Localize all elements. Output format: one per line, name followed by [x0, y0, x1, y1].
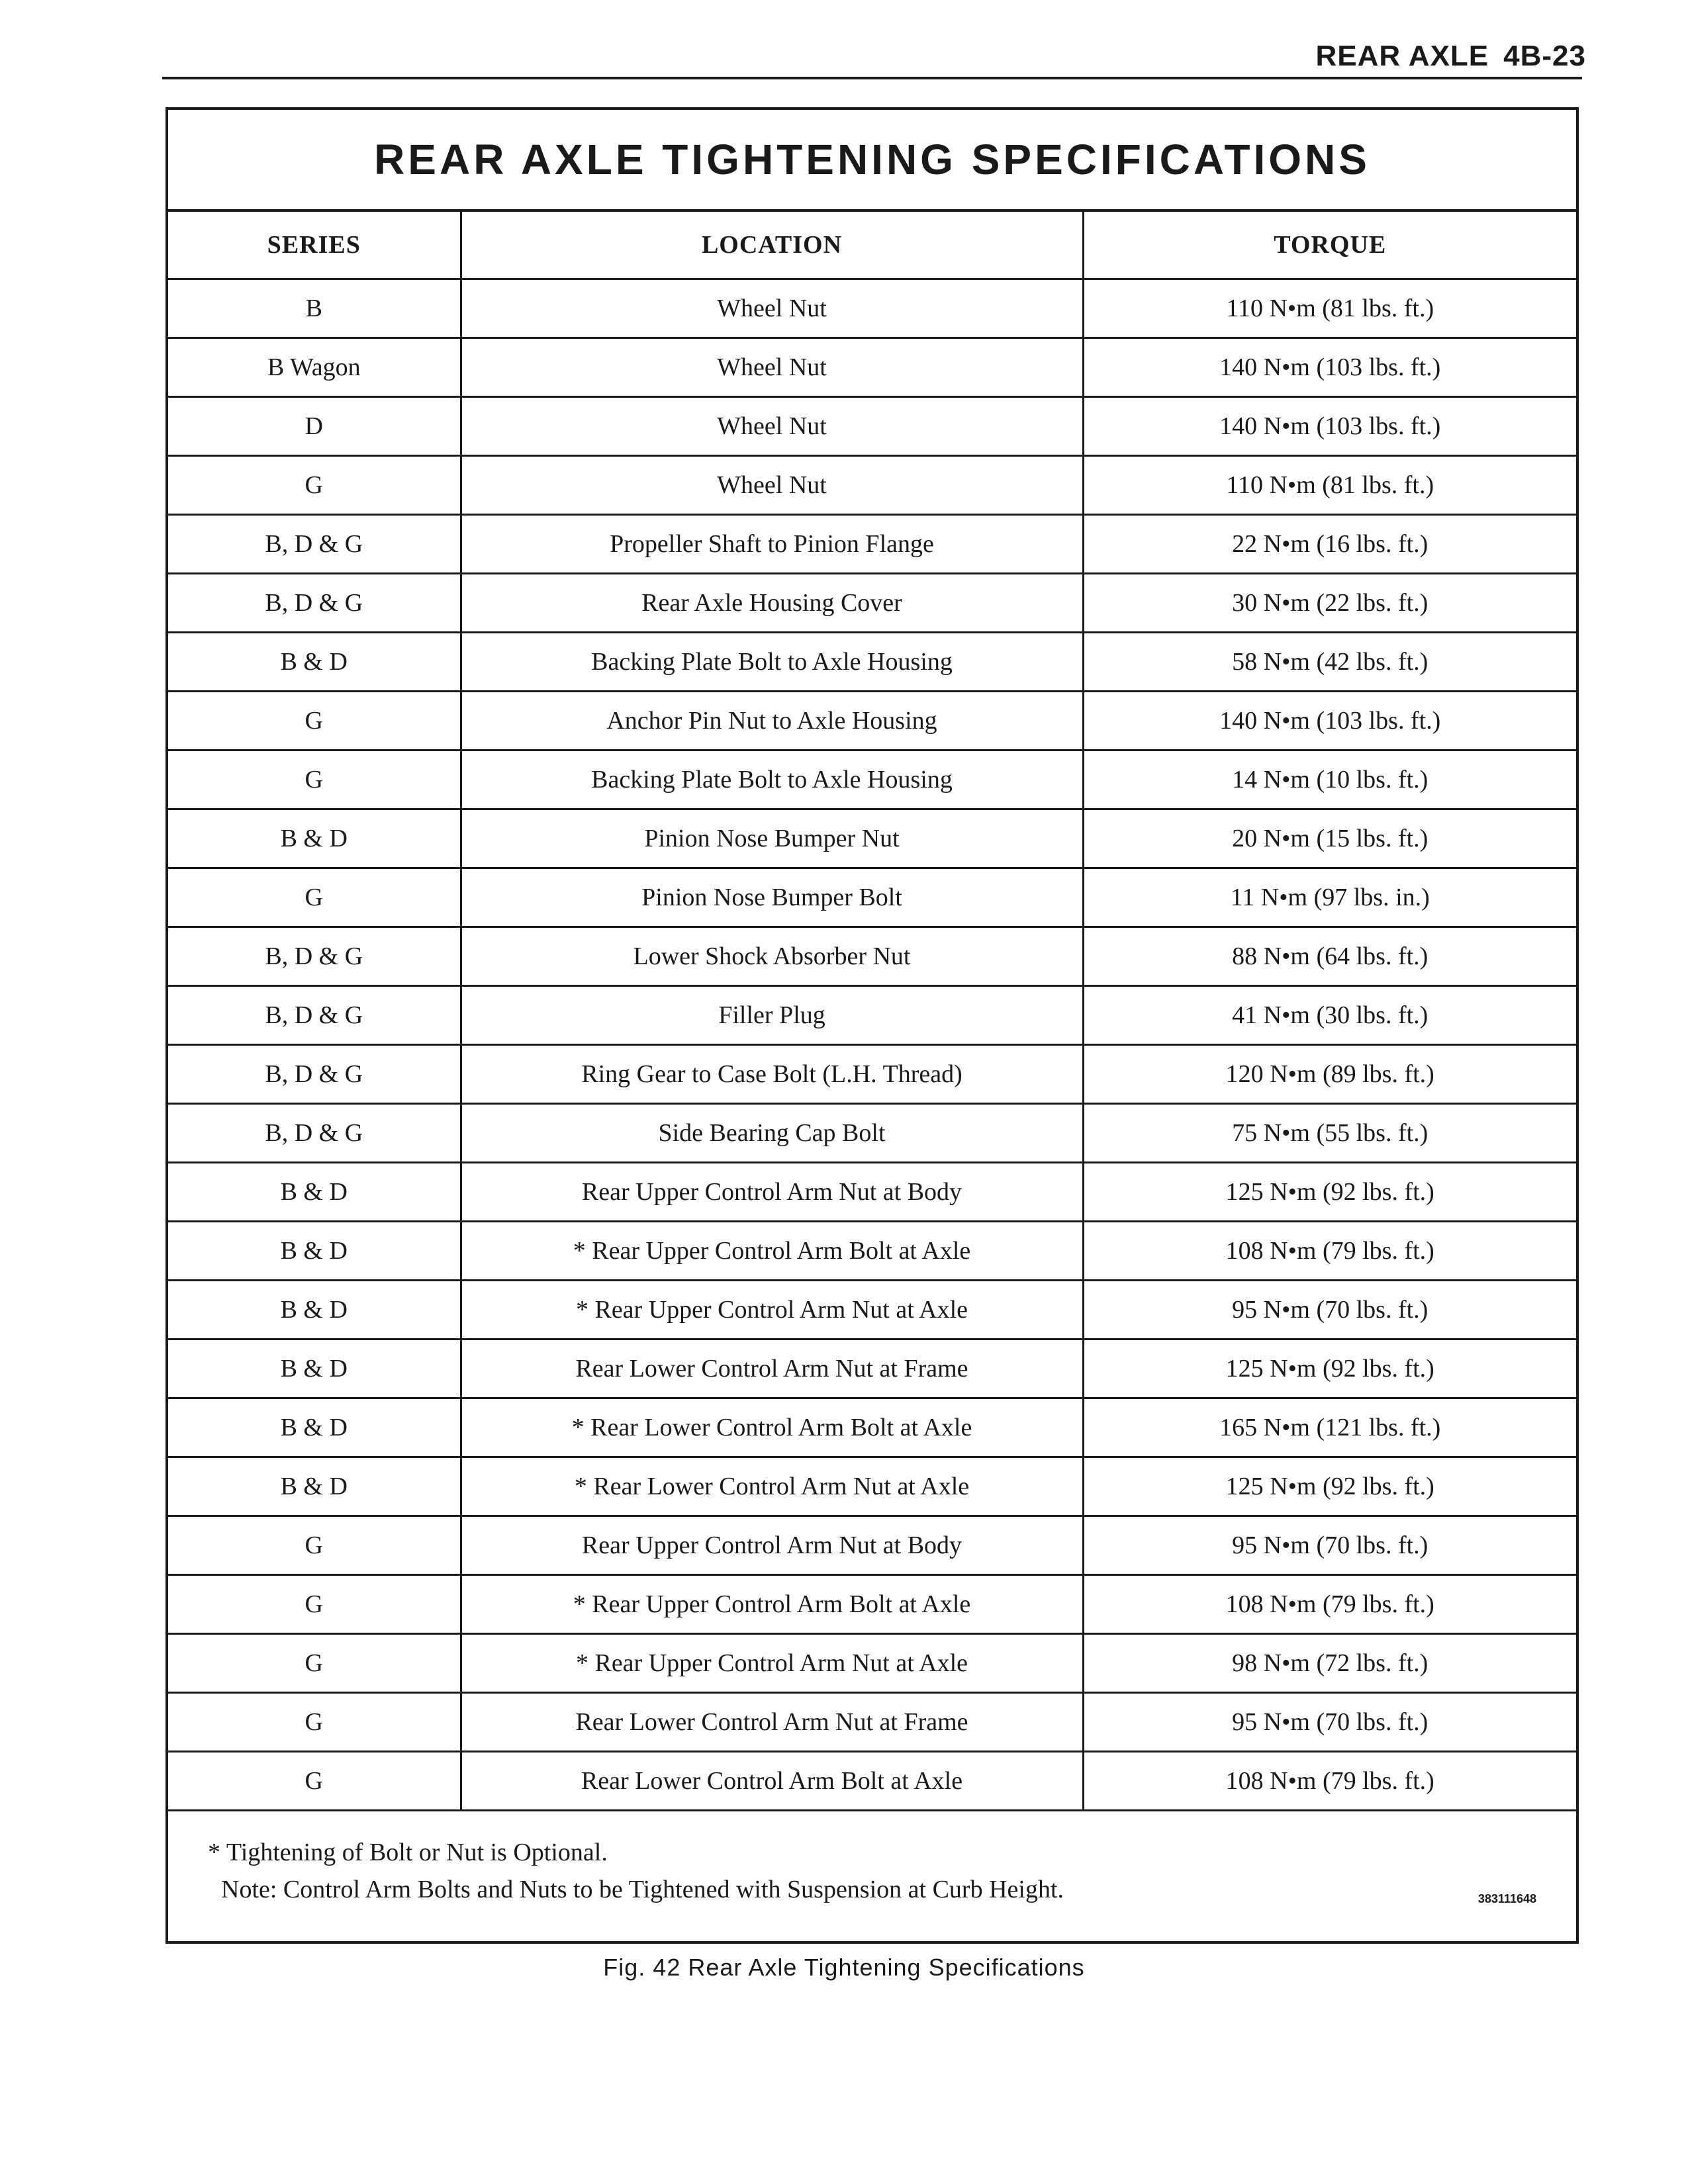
- cell-series: B, D & G: [168, 1104, 461, 1163]
- figure-caption: Fig. 42 Rear Axle Tightening Specifications: [603, 1954, 1085, 1981]
- cell-series: G: [168, 1752, 461, 1811]
- cell-series: B, D & G: [168, 574, 461, 633]
- cell-location: Rear Lower Control Arm Nut at Frame: [461, 1693, 1083, 1752]
- table-row: [168, 1281, 1576, 1340]
- cell-location: Propeller Shaft to Pinion Flange: [461, 515, 1083, 574]
- cell-location: Side Bearing Cap Bolt: [461, 1104, 1083, 1163]
- cell-location: Ring Gear to Case Bolt (L.H. Thread): [461, 1045, 1083, 1104]
- table-header-row: [168, 212, 1576, 279]
- cell-torque: 110 N•m (81 lbs. ft.): [1083, 456, 1576, 515]
- cell-location: Rear Upper Control Arm Nut at Body: [461, 1516, 1083, 1575]
- cell-series: B, D & G: [168, 986, 461, 1045]
- cell-location: * Rear Upper Control Arm Bolt at Axle: [461, 1575, 1083, 1634]
- cell-torque: 75 N•m (55 lbs. ft.): [1083, 1104, 1576, 1163]
- cell-series: G: [168, 456, 461, 515]
- cell-location: * Rear Upper Control Arm Nut at Axle: [461, 1281, 1083, 1340]
- cell-series: G: [168, 868, 461, 927]
- cell-location: Rear Upper Control Arm Nut at Body: [461, 1163, 1083, 1222]
- table-row: [168, 515, 1576, 574]
- cell-location: Wheel Nut: [461, 397, 1083, 456]
- cell-series: B & D: [168, 1281, 461, 1340]
- cell-location: * Rear Lower Control Arm Nut at Axle: [461, 1457, 1083, 1516]
- column-header-series: SERIES: [168, 212, 461, 279]
- cell-location: * Rear Lower Control Arm Bolt at Axle: [461, 1398, 1083, 1457]
- cell-torque: 165 N•m (121 lbs. ft.): [1083, 1398, 1576, 1457]
- page-header: [1316, 38, 1586, 73]
- cell-location: Pinion Nose Bumper Bolt: [461, 868, 1083, 927]
- table-row: [168, 1575, 1576, 1634]
- table-row: [168, 456, 1576, 515]
- table-row: [168, 927, 1576, 986]
- column-header-location: LOCATION: [461, 212, 1083, 279]
- cell-torque: 95 N•m (70 lbs. ft.): [1083, 1516, 1576, 1575]
- cell-series: D: [168, 397, 461, 456]
- table-row: [168, 986, 1576, 1045]
- cell-torque: 20 N•m (15 lbs. ft.): [1083, 809, 1576, 868]
- cell-series: B & D: [168, 633, 461, 692]
- table-row: [168, 574, 1576, 633]
- cell-torque: 140 N•m (103 lbs. ft.): [1083, 397, 1576, 456]
- table-row: [168, 279, 1576, 338]
- table-row: [168, 1398, 1576, 1457]
- cell-location: Lower Shock Absorber Nut: [461, 927, 1083, 986]
- table-row: [168, 1340, 1576, 1398]
- table-row: [168, 868, 1576, 927]
- page-number: 4B-23: [1503, 40, 1586, 72]
- cell-torque: 95 N•m (70 lbs. ft.): [1083, 1281, 1576, 1340]
- cell-series: B & D: [168, 1340, 461, 1398]
- cell-torque: 30 N•m (22 lbs. ft.): [1083, 574, 1576, 633]
- cell-series: B & D: [168, 1163, 461, 1222]
- cell-series: G: [168, 1516, 461, 1575]
- reference-code: 383111648: [1477, 1892, 1536, 1905]
- cell-series: G: [168, 1693, 461, 1752]
- table-row: [168, 751, 1576, 809]
- cell-series: B & D: [168, 809, 461, 868]
- cell-location: Backing Plate Bolt to Axle Housing: [461, 633, 1083, 692]
- cell-torque: 22 N•m (16 lbs. ft.): [1083, 515, 1576, 574]
- cell-series: B & D: [168, 1398, 461, 1457]
- table-row: [168, 1693, 1576, 1752]
- footnote-optional: * Tightening of Bolt or Nut is Optional.: [208, 1839, 608, 1866]
- cell-torque: 41 N•m (30 lbs. ft.): [1083, 986, 1576, 1045]
- footnote-note: Note: Control Arm Bolts and Nuts to be Tightened with Suspension at Curb Height.: [221, 1876, 1064, 1903]
- cell-series: G: [168, 692, 461, 751]
- table-row: [168, 1163, 1576, 1222]
- cell-location: Rear Lower Control Arm Nut at Frame: [461, 1340, 1083, 1398]
- table-row: [168, 1752, 1576, 1811]
- table-row: [168, 1516, 1576, 1575]
- cell-series: B & D: [168, 1457, 461, 1516]
- cell-torque: 125 N•m (92 lbs. ft.): [1083, 1457, 1576, 1516]
- cell-series: G: [168, 751, 461, 809]
- table-row: [168, 1457, 1576, 1516]
- table-row: [168, 397, 1576, 456]
- table-row: [168, 633, 1576, 692]
- cell-location: Backing Plate Bolt to Axle Housing: [461, 751, 1083, 809]
- cell-location: Pinion Nose Bumper Nut: [461, 809, 1083, 868]
- cell-series: B: [168, 279, 461, 338]
- cell-location: Anchor Pin Nut to Axle Housing: [461, 692, 1083, 751]
- cell-location: Rear Lower Control Arm Bolt at Axle: [461, 1752, 1083, 1811]
- cell-torque: 140 N•m (103 lbs. ft.): [1083, 338, 1576, 397]
- column-header-torque: TORQUE: [1083, 212, 1576, 279]
- spec-table-frame: [165, 107, 1579, 1944]
- table-row: [168, 809, 1576, 868]
- cell-torque: 108 N•m (79 lbs. ft.): [1083, 1222, 1576, 1281]
- spec-table: [168, 212, 1576, 1811]
- cell-location: Rear Axle Housing Cover: [461, 574, 1083, 633]
- cell-location: Wheel Nut: [461, 279, 1083, 338]
- cell-series: B Wagon: [168, 338, 461, 397]
- cell-torque: 110 N•m (81 lbs. ft.): [1083, 279, 1576, 338]
- cell-series: G: [168, 1575, 461, 1634]
- cell-torque: 120 N•m (89 lbs. ft.): [1083, 1045, 1576, 1104]
- cell-torque: 95 N•m (70 lbs. ft.): [1083, 1693, 1576, 1752]
- cell-series: B, D & G: [168, 1045, 461, 1104]
- cell-torque: 125 N•m (92 lbs. ft.): [1083, 1340, 1576, 1398]
- cell-series: B & D: [168, 1222, 461, 1281]
- cell-torque: 88 N•m (64 lbs. ft.): [1083, 927, 1576, 986]
- cell-torque: 140 N•m (103 lbs. ft.): [1083, 692, 1576, 751]
- table-body: [168, 279, 1576, 1811]
- footnotes: [168, 1811, 1576, 1931]
- cell-torque: 98 N•m (72 lbs. ft.): [1083, 1634, 1576, 1693]
- cell-series: B, D & G: [168, 515, 461, 574]
- cell-torque: 125 N•m (92 lbs. ft.): [1083, 1163, 1576, 1222]
- table-row: [168, 338, 1576, 397]
- cell-torque: 14 N•m (10 lbs. ft.): [1083, 751, 1576, 809]
- cell-location: Wheel Nut: [461, 456, 1083, 515]
- cell-location: * Rear Upper Control Arm Nut at Axle: [461, 1634, 1083, 1693]
- cell-series: G: [168, 1634, 461, 1693]
- cell-torque: 58 N•m (42 lbs. ft.): [1083, 633, 1576, 692]
- header-rule: [162, 77, 1582, 79]
- table-row: [168, 1104, 1576, 1163]
- cell-location: * Rear Upper Control Arm Bolt at Axle: [461, 1222, 1083, 1281]
- cell-series: B, D & G: [168, 927, 461, 986]
- section-title: REAR AXLE: [1315, 40, 1489, 72]
- table-title: REAR AXLE TIGHTENING SPECIFICATIONS: [168, 110, 1576, 212]
- cell-torque: 11 N•m (97 lbs. in.): [1083, 868, 1576, 927]
- table-row: [168, 1045, 1576, 1104]
- cell-location: Filler Plug: [461, 986, 1083, 1045]
- table-row: [168, 1222, 1576, 1281]
- table-row: [168, 692, 1576, 751]
- cell-torque: 108 N•m (79 lbs. ft.): [1083, 1752, 1576, 1811]
- cell-location: Wheel Nut: [461, 338, 1083, 397]
- table-row: [168, 1634, 1576, 1693]
- cell-torque: 108 N•m (79 lbs. ft.): [1083, 1575, 1576, 1634]
